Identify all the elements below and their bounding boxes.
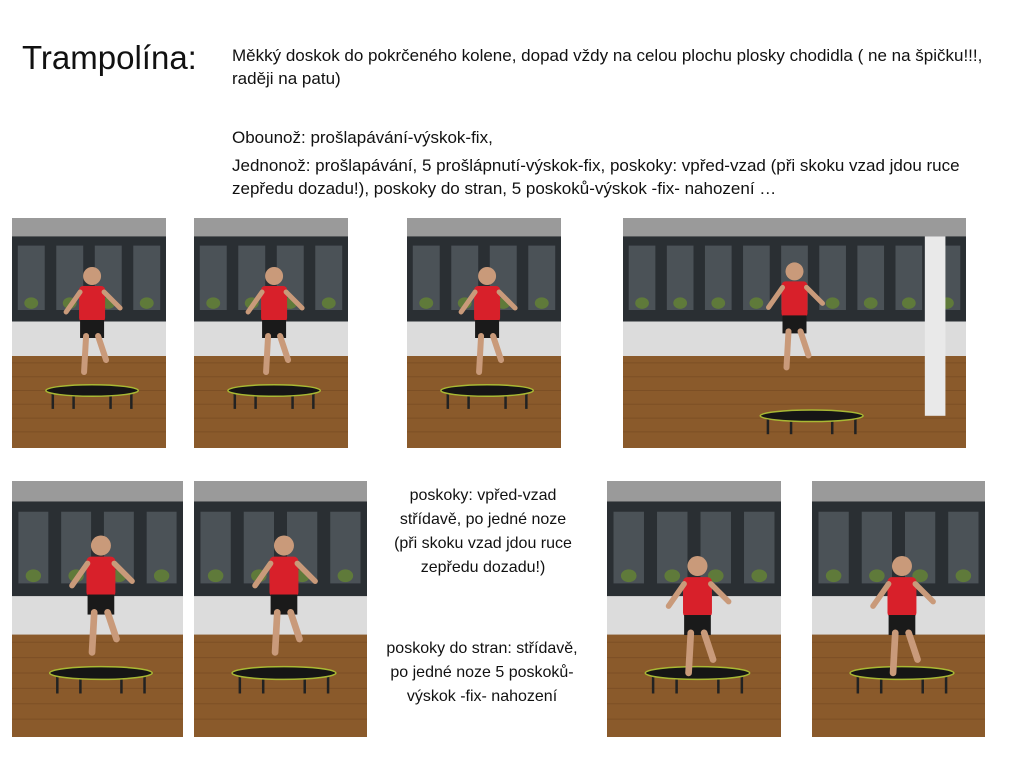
- photo-8: [812, 481, 985, 737]
- photo-3: [407, 218, 561, 448]
- page-title: Trampolína:: [22, 39, 197, 76]
- photo-4: [623, 218, 966, 448]
- intro-text: Měkký doskok do pokrčeného kolene, dopad vždy na celou plochu plosky chodidla ( ne na špičku!!!, raději na patu): [232, 46, 983, 88]
- photo-6: [194, 481, 367, 737]
- photo-2: [194, 218, 348, 448]
- photo-5: [12, 481, 183, 737]
- photo-7: [607, 481, 781, 737]
- caption-forward-back: poskoky: vpřed-vzad střídavě, po jedné noze (při skoku vzad jdou ruce zepředu dozadu!): [394, 487, 572, 576]
- photo-1: [12, 218, 166, 448]
- caption-sides: poskoky do stran: střídavě, po jedné noze 5 poskoků-výskok -fix- nahození: [386, 640, 578, 705]
- instruction-jednonoz: Jednonož: prošlapávání, 5 prošlápnutí-výskok-fix, poskoky: vpřed-vzad (při skoku vzad jdou ruce zepředu dozadu!), poskoky do stran, 5 poskoků-výskok -fix- nahození …: [232, 156, 960, 198]
- instruction-obounoz: Obounož: prošlapávání-výskok-fix,: [232, 128, 493, 147]
